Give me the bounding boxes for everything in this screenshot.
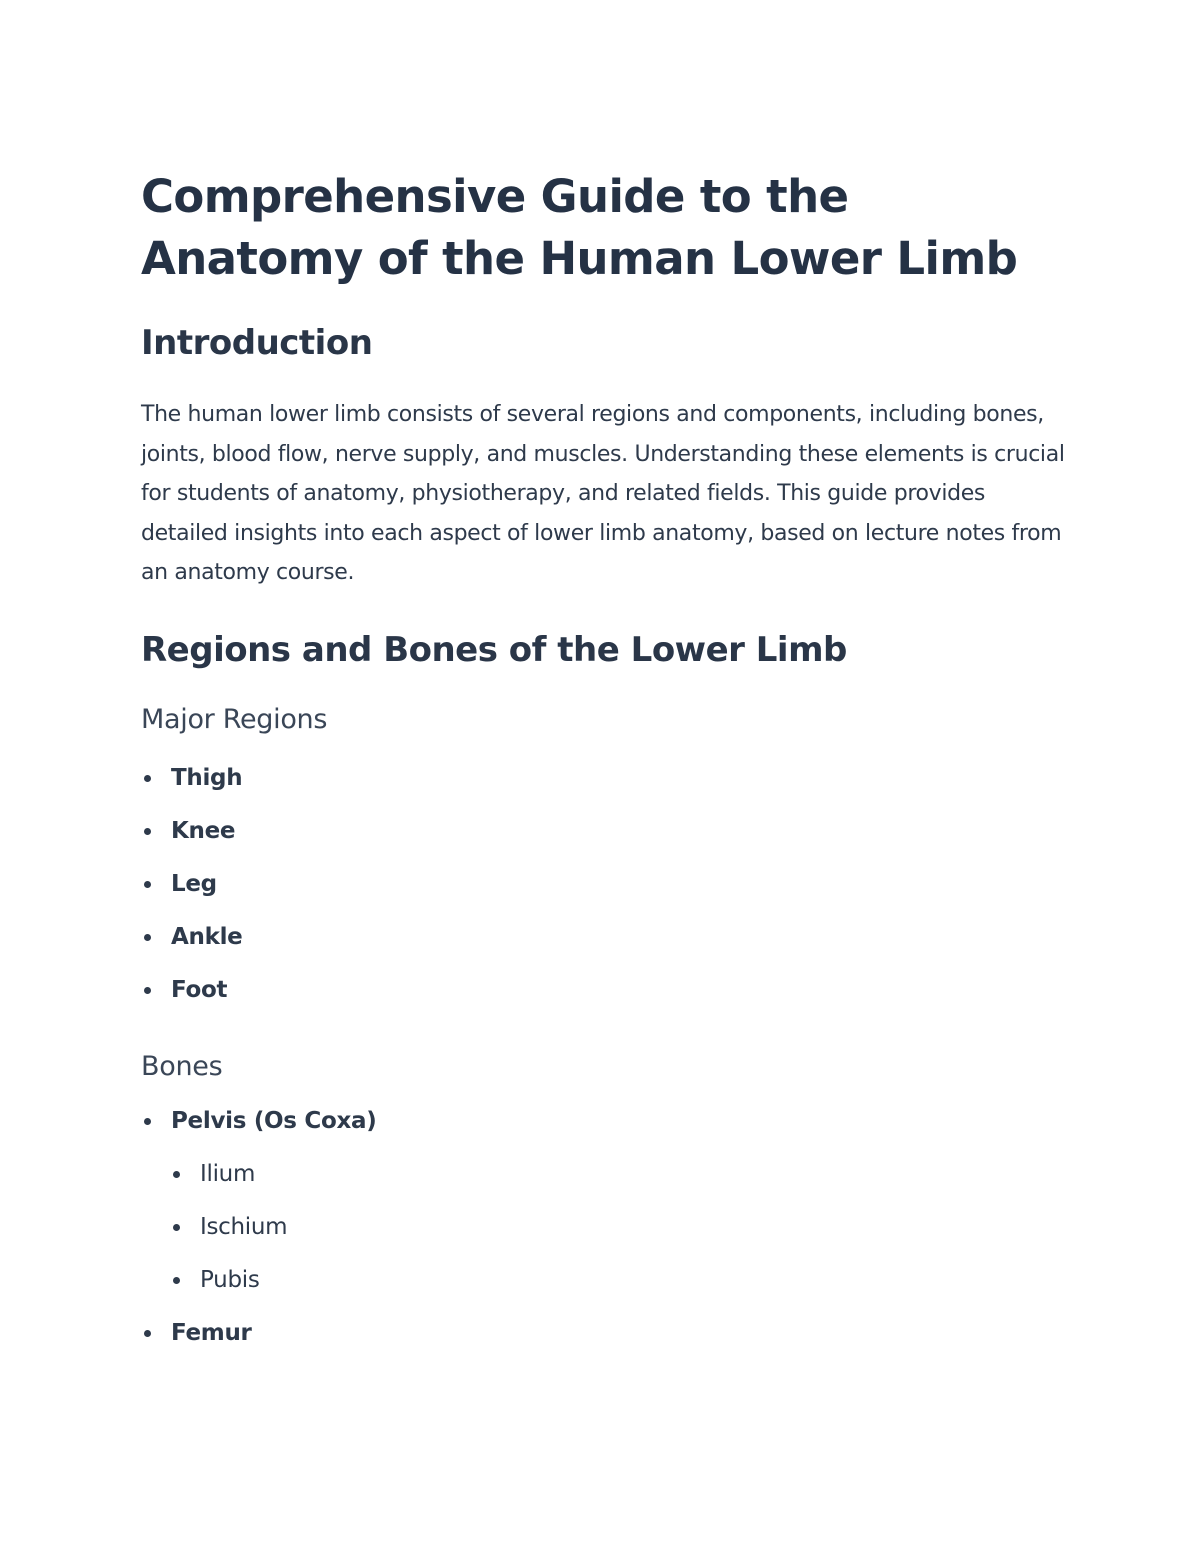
bullet-icon xyxy=(173,1224,180,1231)
bullet-icon xyxy=(144,987,151,994)
regions-bones-heading: Regions and Bones of the Lower Limb xyxy=(141,629,847,670)
list-item-ankle: Ankle xyxy=(141,922,1061,975)
major-regions-list xyxy=(141,763,1061,1028)
bullet-icon xyxy=(144,828,151,835)
bullet-icon xyxy=(173,1277,180,1284)
bullet-icon xyxy=(144,934,151,941)
bullet-icon xyxy=(144,881,151,888)
introduction-heading: Introduction xyxy=(141,323,373,363)
bones-list xyxy=(141,1106,1061,1371)
bullet-icon xyxy=(144,1330,151,1337)
list-item-foot: Foot xyxy=(141,975,1061,1028)
list-item-pelvis: Pelvis (Os Coxa) xyxy=(141,1106,1061,1159)
introduction-paragraph: The human lower limb consists of several regions and components, including bones, joints, blood flow, nerve supply, and muscles. Understanding these elements is crucial for students of anatomy, physiotherapy, and related fields. This guide provides detailed insights into each aspect of lower limb anatomy, based on lecture notes from an anatomy course. xyxy=(141,402,1065,585)
bullet-icon xyxy=(144,1118,151,1125)
list-item-knee: Knee xyxy=(141,816,1061,869)
list-item-ilium: Ilium xyxy=(170,1159,1061,1212)
bones-heading: Bones xyxy=(141,1050,223,1082)
major-regions-heading: Major Regions xyxy=(141,703,328,735)
list-item-leg: Leg xyxy=(141,869,1061,922)
bullet-icon xyxy=(173,1171,180,1178)
document-page xyxy=(141,166,1065,1371)
list-item-femur: Femur xyxy=(141,1318,1061,1371)
list-item-thigh: Thigh xyxy=(141,763,1061,816)
page-title: Comprehensive Guide to the Anatomy of the Human Lower Limb xyxy=(141,170,1018,285)
bullet-icon xyxy=(144,775,151,782)
list-item-ischium: Ischium xyxy=(170,1212,1061,1265)
list-item-pubis: Pubis xyxy=(170,1265,1061,1318)
